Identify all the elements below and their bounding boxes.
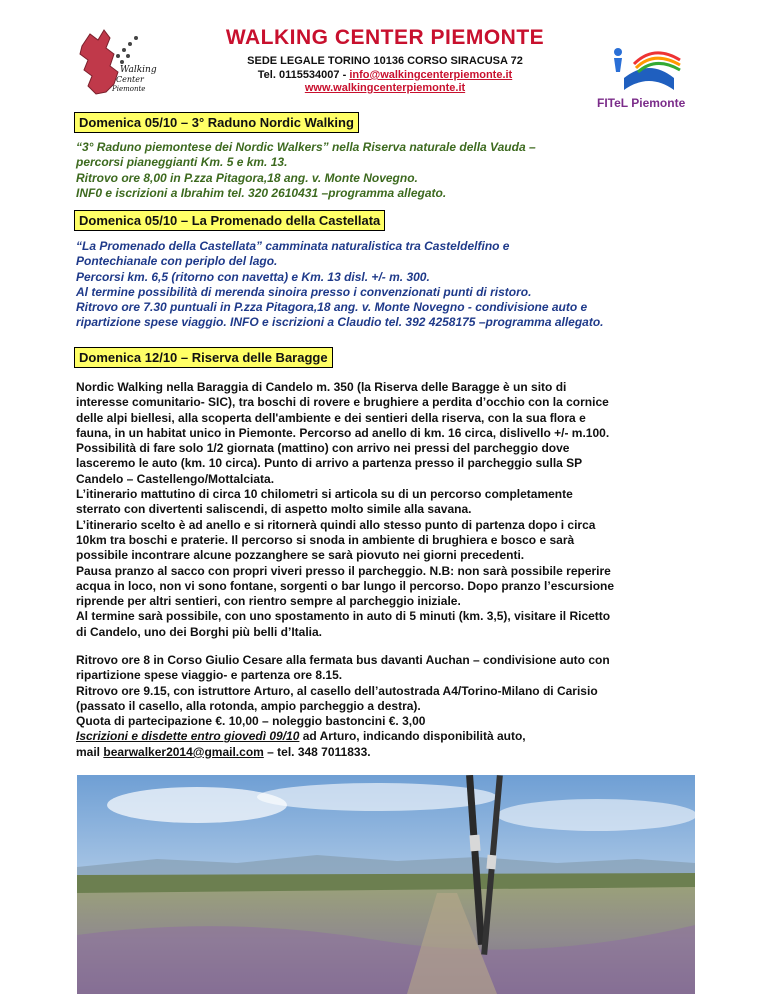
website-link[interactable]: www.walkingcenterpiemonte.it (304, 82, 466, 94)
raduno-line: Ritrovo ore 8,00 in P.zza Pitagora,18 ang. v. Monte Novegno. (76, 170, 418, 185)
baragge-line: fauna, in un habitat unico in Piemonte. Percorso ad anello di km. 16 circa, dislivello +/- m.100. (76, 425, 610, 440)
baragge-line: acqua in loco, non vi sono fontane, sorgenti o bar lungo il percorso. Dopo pranzo l’escursione (76, 578, 615, 593)
fitel-label: FITeL Piemonte (597, 96, 686, 110)
baragge-line: sterrato con divertenti saliscendi, di aspetto molto simile alla savana. (76, 502, 472, 517)
svg-text:Walking: Walking (120, 65, 157, 75)
promenado-line-text: camminata naturalistica tra Casteldelfino e (262, 239, 510, 253)
baragge-line: lasceremo le auto (km. 10 circa). Punto di arrivo a partenza presso il parcheggio sulla SP (76, 456, 583, 471)
contact-line (190, 69, 580, 81)
baragge-line: interesse comunitario- SIC), tra boschi di rovere e brughiere a perdita d’occhio con la cornice (76, 395, 609, 410)
organization-title: WALKING CENTER PIEMONTE (225, 26, 545, 49)
baragge-line: 10km tra boschi e praterie. Il percorso si snoda in ambiente di brughiera e bosco e sarà (76, 532, 575, 547)
promenado-line: Ritrovo ore 7.30 puntuali in P.zza Pitagora,18 ang. v. Monte Novegno - condivisione auto e (76, 300, 588, 315)
raduno-details (76, 140, 698, 201)
promenado-line (76, 239, 698, 254)
baragge-line: delle alpi biellesi, alla scoperta dell'ambiente e dei sentieri della riserva, con la sua flora e (76, 410, 586, 425)
svg-text:Piemonte: Piemonte (112, 85, 146, 93)
promenado-line: ripartizione spese viaggio. INFO e iscrizioni a Claudio tel. 392 4258175 –programma allegato. (76, 315, 604, 330)
mail-phone: – tel. 348 7011833. (263, 744, 371, 759)
walking-center-logo (76, 26, 172, 98)
baragge-line: Nordic Walking nella Baraggia di Candelo m. 350 (la Riserva delle Baragge è un sito di (76, 380, 567, 394)
meeting-line: (passato il casello, alla rotonda, ampio parcheggio a destra). (76, 698, 421, 713)
raduno-line-text: nella Riserva naturale della Vauda – (328, 140, 536, 154)
email-link[interactable]: info@walkingcenterpiemonte.it (349, 69, 513, 81)
section-heading-baragge: Domenica 12/10 – Riserva delle Baragge (74, 347, 333, 368)
section-heading-raduno: Domenica 05/10 – 3° Raduno Nordic Walking (74, 112, 359, 133)
section-heading-promenado: Domenica 05/10 – La Promenado della Castellata (74, 210, 385, 231)
signup-line (76, 729, 698, 744)
promenado-details (76, 239, 698, 331)
raduno-line: INF0 e iscrizioni a Ibrahim tel. 320 2610431 –programma allegato. (76, 185, 447, 200)
promenado-line: Percorsi km. 6,5 (ritorno con navetta) e Km. 13 disl. +/- m. 300. (76, 269, 430, 284)
baragge-meeting-info (76, 653, 698, 760)
website-line (190, 82, 580, 94)
signup-text: ad Arturo, indicando disponibilità auto, (299, 729, 526, 744)
mail-prefix: mail (76, 744, 104, 759)
baragge-line: possibile incontrare alcune pozzanghere se sarà piovuto nei giorni precedenti. (76, 548, 525, 563)
meeting-line: Ritrovo ore 9.15, con istruttore Arturo, al casello dell’autostrada A4/Torino-Milano di Carisio (76, 683, 598, 698)
meeting-line: Quota di partecipazione €. 10,00 – noleggio bastoncini €. 3,00 (76, 714, 426, 729)
baragge-line: Possibilità di fare solo 1/2 giornata (mattino) con arrivo nei pressi del parcheggio dove (76, 441, 570, 456)
promenado-event-name: “La Promenado della Castellata” (76, 239, 263, 253)
mail-line (76, 745, 698, 760)
raduno-line: percorsi pianeggianti Km. 5 e km. 13. (76, 155, 288, 170)
baragge-line: Al termine sarà possibile, con uno spostamento in auto di 5 minuti (km. 3,5), visitare il Ricetto (76, 609, 611, 624)
meeting-line: ripartizione spese viaggio- e partenza ore 8.15. (76, 668, 343, 683)
raduno-event-name: “3° Raduno piemontese dei Nordic Walkers” (76, 140, 329, 154)
baragge-line: L’itinerario mattutino di circa 10 chilometri si articola su di un percorso completamente (76, 487, 573, 502)
baragge-line: L’itinerario scelto è ad anello e si ritornerà quindi allo stesso punto di partenza dopo i circa (76, 517, 596, 532)
svg-text:Center: Center (116, 75, 144, 84)
baragge-line: riprende per altri sentieri, con rientro sempre al parcheggio iniziale. (76, 594, 461, 609)
baragge-line: Candelo – Castellengo/Mottalciata. (76, 471, 275, 486)
raduno-line (76, 140, 698, 155)
baragge-description (76, 380, 698, 640)
phone-text: Tel. 0115534007 - (257, 69, 350, 81)
promenado-line: Al termine possibilità di merenda sinoira presso i convenzionati punti di ristoro. (76, 284, 532, 299)
signup-deadline: Iscrizioni e disdette entro giovedì 09/10 (76, 729, 300, 744)
baragge-line: di Candelo, uno dei Borghi più belli d’Italia. (76, 624, 323, 639)
organizer-email-link[interactable]: bearwalker2014@gmail.com (103, 744, 264, 759)
baragge-line: Pausa pranzo al sacco con propri viveri presso il parcheggio. N.B: non sarà possibile reperire (76, 563, 611, 578)
promenado-line: Pontechianale con periplo del lago. (76, 254, 278, 269)
legal-address: SEDE LEGALE TORINO 10136 CORSO SIRACUSA 72 (247, 55, 523, 67)
heathland-photo (77, 775, 695, 994)
meeting-line: Ritrovo ore 8 in Corso Giulio Cesare alla fermata bus davanti Auchan – condivisione auto con (76, 653, 610, 667)
